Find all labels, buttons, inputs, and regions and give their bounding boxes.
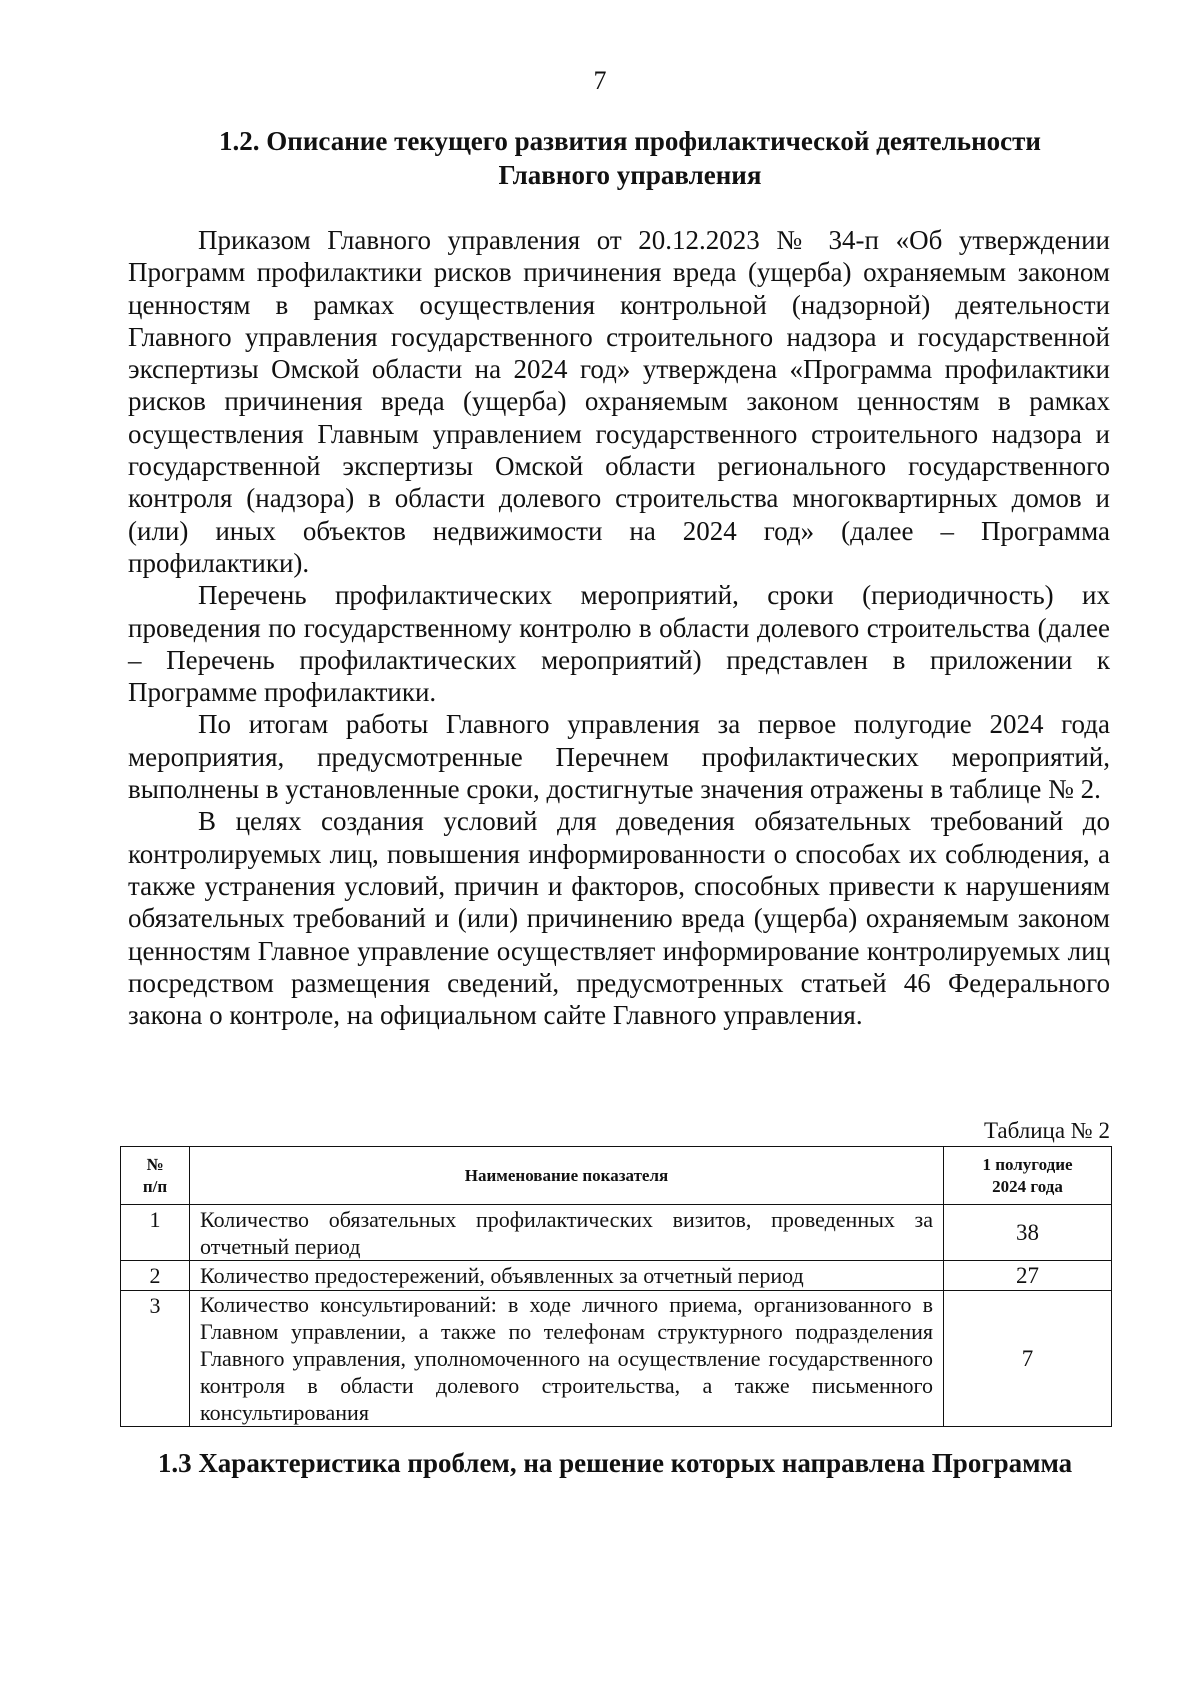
header-half-year: 1 полугодие 2024 года xyxy=(944,1147,1112,1205)
row-number: 3 xyxy=(121,1291,190,1427)
section-1-2-title-line2: Главного управления xyxy=(498,160,762,190)
indicators-table xyxy=(120,1146,1112,1427)
section-1-2-body xyxy=(128,224,1110,1031)
table-caption: Таблица № 2 xyxy=(983,1118,1110,1143)
header-indicator-name: Наименование показателя xyxy=(190,1147,944,1205)
header-number: № п/п xyxy=(121,1147,190,1205)
table-row xyxy=(121,1261,1112,1291)
section-1-2-title-line1: 1.2. Описание текущего развития профилактической деятельности xyxy=(219,126,1041,156)
row-number: 2 xyxy=(121,1261,190,1291)
row-value: 27 xyxy=(944,1261,1112,1291)
paragraph-half-year-results: По итогам работы Главного управления за первое полугодие 2024 года мероприятия, предусмотренные Перечнем профилактических мероприятий, выполнены в установленные сроки, достигнутые значения отражены в таблице № 2. xyxy=(128,709,1110,805)
row-number: 1 xyxy=(121,1205,190,1261)
paragraph-informing: В целях создания условий для доведения обязательных требований до контролируемых лиц, повышения информированности о способах их соблюдения, а также устранения условий, причин и факторов, способных привести к нарушениям обязательных требований и (или) причинению вреда (ущерба) охраняемым законом ценностям Главное управление осуществляет информирование контролируемых лиц посредством размещения сведений, предусмотренных статьей 46 Федерального закона о контроле, на официальном сайте Главного управления. xyxy=(128,806,1110,1031)
section-1-2-heading xyxy=(150,124,1110,192)
paragraph-measures-list: Перечень профилактических мероприятий, сроки (периодичность) их проведения по государственному контролю в области долевого строительства (далее – Перечень профилактических мероприятий) представлен в приложении к Программе профилактики. xyxy=(128,580,1110,708)
page-number: 7 xyxy=(593,66,607,95)
row-indicator: Количество предостережений, объявленных за отчетный период xyxy=(190,1261,944,1291)
section-1-3-heading: 1.3 Характеристика проблем, на решение которых направлена Программа xyxy=(157,1448,1073,1478)
paragraph-order: Приказом Главного управления от 20.12.2023 № 34-п «Об утверждении Программ профилактики рисков причинения вреда (ущерба) охраняемым законом ценностям в рамках осуществления контрольной (надзорной) деятельности Главного управления государственного строительного надзора и государственной экспертизы Омской области на 2024 год» утверждена «Программа профилактики рисков причинения вреда (ущерба) охраняемым законом ценностям в рамках осуществления Главным управлением государственного строительного надзора и государственной экспертизы Омской области регионального государственного контроля (надзора) в области долевого строительства многоквартирных домов и (или) иных объектов недвижимости на 2024 год» (далее – Программа профилактики). xyxy=(128,225,1110,578)
table-header-row xyxy=(121,1147,1112,1205)
row-indicator: Количество обязательных профилактических визитов, проведенных за отчетный период xyxy=(190,1205,944,1261)
row-value: 38 xyxy=(944,1205,1112,1261)
row-indicator: Количество консультирований: в ходе личного приема, организованного в Главном управлении, а также по телефонам структурного подразделения Главного управления, уполномоченного на осуществление государственного контроля в области долевого строительства, а также письменного консультирования xyxy=(190,1291,944,1427)
row-value: 7 xyxy=(944,1291,1112,1427)
table-row xyxy=(121,1291,1112,1427)
table-row xyxy=(121,1205,1112,1261)
